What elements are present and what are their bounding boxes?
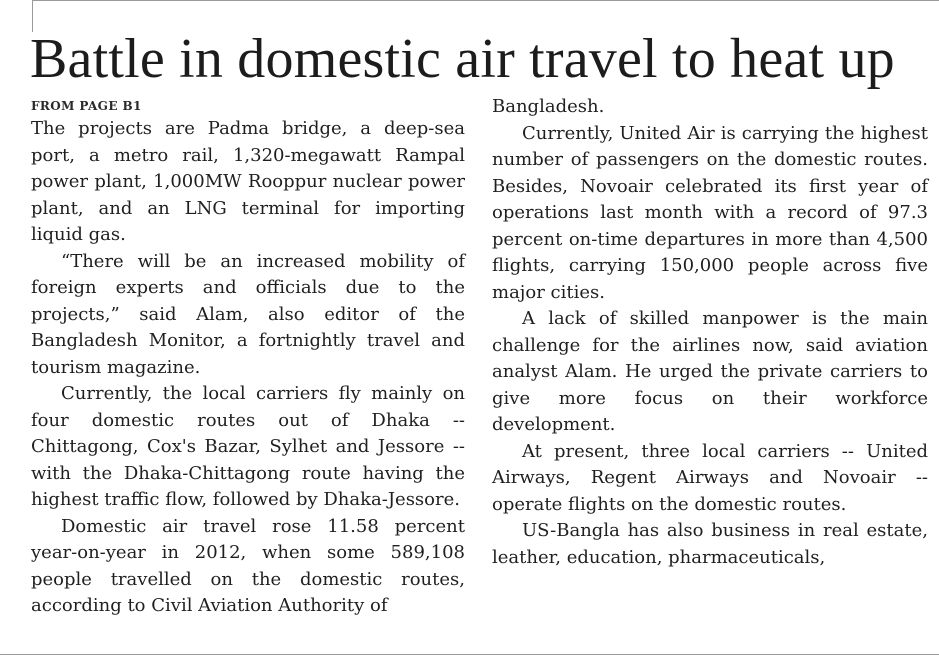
- headline: Battle in domestic air travel to heat up: [30, 28, 895, 90]
- bottom-rule: [0, 654, 939, 655]
- top-rule: [32, 0, 939, 1]
- paragraph: A lack of skilled manpower is the main challenge for the airlines now, said aviation analyst Alam. He urged the private carriers to give more focus on their workforce development.: [492, 308, 928, 435]
- paragraph: Currently, United Air is carrying the highest number of passengers on the domestic routes. Besides, Novoair celebrated its first year of operations last month with a record of 97.3 percent on-time departures in more than 4,500 flights, carrying 150,000 people across five major cities.: [492, 122, 928, 303]
- paragraph: US-Bangla has also business in real estate, leather, education, pharmaceuticals,: [492, 520, 928, 568]
- paragraph: Domestic air travel rose 11.58 percent year-on-year in 2012, when some 589,108 people travelled on the domestic routes, according to Civil Aviation Authority of: [31, 515, 465, 616]
- paragraph: “There will be an increased mobility of foreign experts and officials due to the projects,” said Alam, also editor of the Bangladesh Monitor, a fortnightly travel and tourism magazine.: [31, 250, 465, 378]
- paragraph: The projects are Padma bridge, a deep-sea port, a metro rail, 1,320-megawatt Rampal power plant, 1,000MW Rooppur nuclear power plant, and an LNG terminal for importing liquid gas.: [31, 118, 465, 245]
- paragraph: At present, three local carriers -- United Airways, Regent Airways and Novoair -- operate flights on the domestic routes.: [492, 440, 928, 515]
- paragraph: Bangladesh.: [492, 96, 605, 117]
- kicker: FROM PAGE B1: [31, 99, 142, 113]
- paragraph: Currently, the local carriers fly mainly on four domestic routes out of Dhaka -- Chittagong, Cox's Bazar, Sylhet and Jessore -- with the Dhaka-Chittagong route having the highest traffic flow, followed by Dhaka-Jessore.: [31, 383, 465, 510]
- article-column-right: [492, 94, 928, 571]
- article-column-left: [31, 94, 465, 620]
